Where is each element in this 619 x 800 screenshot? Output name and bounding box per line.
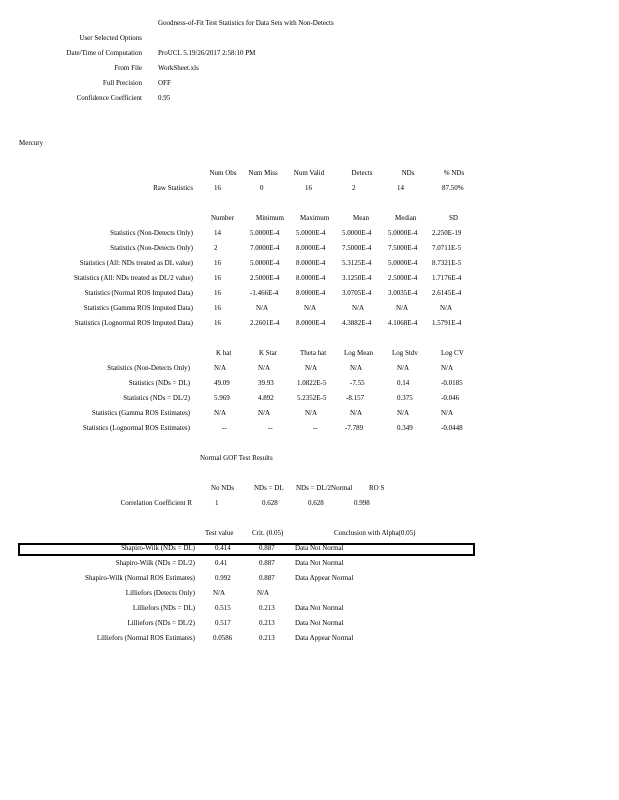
cell: 39.93 [258,379,274,387]
test-crit: 0.213 [259,619,275,627]
corr-label: Correlation Coefficient R [120,499,192,507]
cell: 5.0000E-4 [388,229,418,237]
raw-header: % NDs [443,169,465,177]
test-crit: 0.887 [259,544,275,552]
corr-value: 0.628 [262,499,278,507]
test-crit: 0.213 [259,634,275,642]
test-label: Lilliefors (NDs = DL) [132,604,195,612]
raw-header: Detects [351,169,373,177]
cell: N/A [396,304,409,312]
option-label: Full Precision [102,79,142,87]
test-value: 0.515 [215,604,231,612]
cell: 0.14 [397,379,410,387]
raw-label: Raw Statistics [153,184,193,192]
test-conclusion: Data Not Normal [295,544,344,552]
row-label: Statistics (Non-Detects Only) [107,364,190,372]
cell: 4.892 [258,394,274,402]
cell: -7.789 [345,424,364,432]
test-value: 0.517 [215,619,231,627]
summary-header: Number [211,214,234,222]
cell: 2.6145E-4 [432,289,462,297]
test-header: Test value [205,529,234,537]
cell: 2 [214,244,218,252]
cell: 5.969 [214,394,230,402]
cell: 0.349 [397,424,413,432]
test-crit: 0.887 [259,559,275,567]
test-label: Shapiro-Wilk (Normal ROS Estimates) [85,574,195,582]
cell: N/A [397,409,410,417]
raw-header: NDs [401,169,415,177]
cell: 49.09 [214,379,230,387]
raw-header: Num Valid [293,169,325,177]
raw-value: 87.50% [442,184,464,192]
cell: -- [222,424,227,432]
summary-header: Minimum [256,214,285,222]
raw-value: 16 [305,184,312,192]
cell: 5.2352E-5 [297,394,327,402]
cell: 1.0822E-5 [297,379,327,387]
test-conclusion: Data Appear Normal [295,574,354,582]
gof-header: NDs = DL [254,484,284,492]
gof-header: RO S [369,484,385,492]
option-label: From File [114,64,142,72]
row-label: Statistics (All: NDs treated as DL value) [79,259,193,267]
cell: 5.0000E-4 [296,229,326,237]
test-value: 0.992 [215,574,231,582]
test-conclusion: Data Appear Normal [295,634,354,642]
cell: 4.3882E-4 [342,319,372,327]
dist-header: Log Mean [344,349,373,357]
cell: 5.0000E-4 [388,259,418,267]
option-value: WorkSheet.xls [158,64,199,72]
test-crit: 0.887 [259,574,275,582]
row-label: Statistics (Non-Detects Only) [110,244,193,252]
cell: 16 [214,274,221,282]
test-conclusion: Data Not Normal [295,559,344,567]
test-label: Lilliefors (Normal ROS Estimates) [96,634,195,642]
cell: N/A [441,364,454,372]
option-value: OFF [158,79,171,87]
gof-title: Normal GOF Test Results [200,454,273,462]
cell: 8.0000E-4 [296,274,326,282]
test-header: Conclusion with Alpha(0.05) [334,529,416,537]
cell: 7.0711E-5 [432,244,462,252]
cell: 2.5000E-4 [388,274,418,282]
summary-header: Maximum [300,214,330,222]
row-label: Statistics (Gamma ROS Imputed Data) [83,304,193,312]
cell: 2.250E-19 [432,229,462,237]
cell: N/A [350,409,363,417]
raw-value: 2 [352,184,356,192]
cell: N/A [441,409,454,417]
dist-header: K hat [216,349,232,357]
test-value: 0.0586 [213,634,233,642]
cell: N/A [258,364,271,372]
test-conclusion: Data Not Normal [295,619,344,627]
option-label: Date/Time of Computation [66,49,142,57]
dist-header: Log Stdv [392,349,418,357]
raw-value: 0 [260,184,264,192]
highlighted-row-box [18,543,475,556]
test-label: Lilliefors (NDs = DL/2) [127,619,195,627]
corr-value: 1 [215,499,219,507]
row-label: Statistics (NDs = DL/2) [123,394,190,402]
cell: -1.466E-4 [250,289,279,297]
cell: -0.0185 [441,379,463,387]
summary-header: Mean [353,214,369,222]
cell: N/A [305,409,318,417]
test-value: 0.414 [215,544,231,552]
option-label: Confidence Coefficient [76,94,142,102]
cell: 8.0000E-4 [296,319,326,327]
cell: -0.0448 [441,424,463,432]
cell: 0.375 [397,394,413,402]
test-crit: 0.213 [259,604,275,612]
row-label: Statistics (All: NDs treated as DL/2 value) [74,274,193,282]
cell: -- [268,424,273,432]
cell: 1.5791E-4 [432,319,462,327]
cell: 2.5000E-4 [250,274,280,282]
cell: 4.1068E-4 [388,319,418,327]
cell: 8.0000E-4 [296,244,326,252]
option-label: User Selected Options [79,34,142,42]
cell: N/A [350,364,363,372]
gof-header: NDs = DL/2Normal [296,484,353,492]
cell: -0.046 [441,394,460,402]
cell: 5.0000E-4 [250,259,280,267]
raw-value: 14 [397,184,404,192]
test-value: 0.41 [215,559,228,567]
option-value: 0.95 [158,94,171,102]
raw-value: 16 [214,184,221,192]
row-label: Statistics (Lognormal ROS Estimates) [82,424,190,432]
test-value: N/A [213,589,226,597]
summary-header: SD [449,214,458,222]
cell: -8.157 [346,394,365,402]
gof-header: No NDs [211,484,235,492]
cell: 16 [214,289,221,297]
test-label: Shapiro-Wilk (NDs = DL) [121,544,195,552]
report-title: Goodness-of-Fit Test Statistics for Data Sets with Non-Detects [158,19,334,27]
cell: -7.55 [350,379,365,387]
cell: N/A [258,409,271,417]
cell: 8.0000E-4 [296,259,326,267]
cell: N/A [304,304,317,312]
test-label: Lilliefors (Detects Only) [125,589,195,597]
cell: 7.5000E-4 [342,244,372,252]
raw-header: Num Miss [248,169,278,177]
cell: 3.1250E-4 [342,274,372,282]
cell: N/A [397,364,410,372]
cell: 5.3125E-4 [342,259,372,267]
raw-header: Num Obs [209,169,237,177]
cell: 5.0000E-4 [250,229,280,237]
test-conclusion: Data Not Normal [295,604,344,612]
cell: N/A [305,364,318,372]
row-label: Statistics (Lognormal ROS Imputed Data) [74,319,193,327]
cell: 16 [214,304,221,312]
cell: 5.0000E-4 [342,229,372,237]
summary-header: Median [395,214,417,222]
cell: N/A [256,304,269,312]
row-label: Statistics (NDs = DL) [128,379,190,387]
cell: 16 [214,259,221,267]
variable-name: Mercury [19,139,44,147]
cell: N/A [352,304,365,312]
corr-value: 0.998 [354,499,370,507]
test-header: Crit. (0.05) [252,529,284,537]
cell: 7.0000E-4 [250,244,280,252]
dist-header: Theta hat [300,349,327,357]
cell: 7.5000E-4 [388,244,418,252]
cell: N/A [214,409,227,417]
cell: 14 [214,229,221,237]
cell: 1.7176E-4 [432,274,462,282]
dist-header: K Star [259,349,278,357]
cell: 3.0705E-4 [342,289,372,297]
row-label: Statistics (Gamma ROS Estimates) [91,409,190,417]
option-value: ProUCL 5.19/26/2017 2:58:10 PM [158,49,256,57]
cell: N/A [214,364,227,372]
cell: 3.0035E-4 [388,289,418,297]
cell: 16 [214,319,221,327]
row-label: Statistics (Non-Detects Only) [110,229,193,237]
row-label: Statistics (Normal ROS Imputed Data) [84,289,193,297]
cell: 2.2601E-4 [250,319,280,327]
cell: 8.0000E-4 [296,289,326,297]
test-crit: N/A [257,589,270,597]
cell: N/A [440,304,453,312]
cell: -- [313,424,318,432]
corr-value: 0.628 [308,499,324,507]
test-label: Shapiro-Wilk (NDs = DL/2) [115,559,195,567]
cell: 8.7321E-5 [432,259,462,267]
dist-header: Log CV [441,349,464,357]
